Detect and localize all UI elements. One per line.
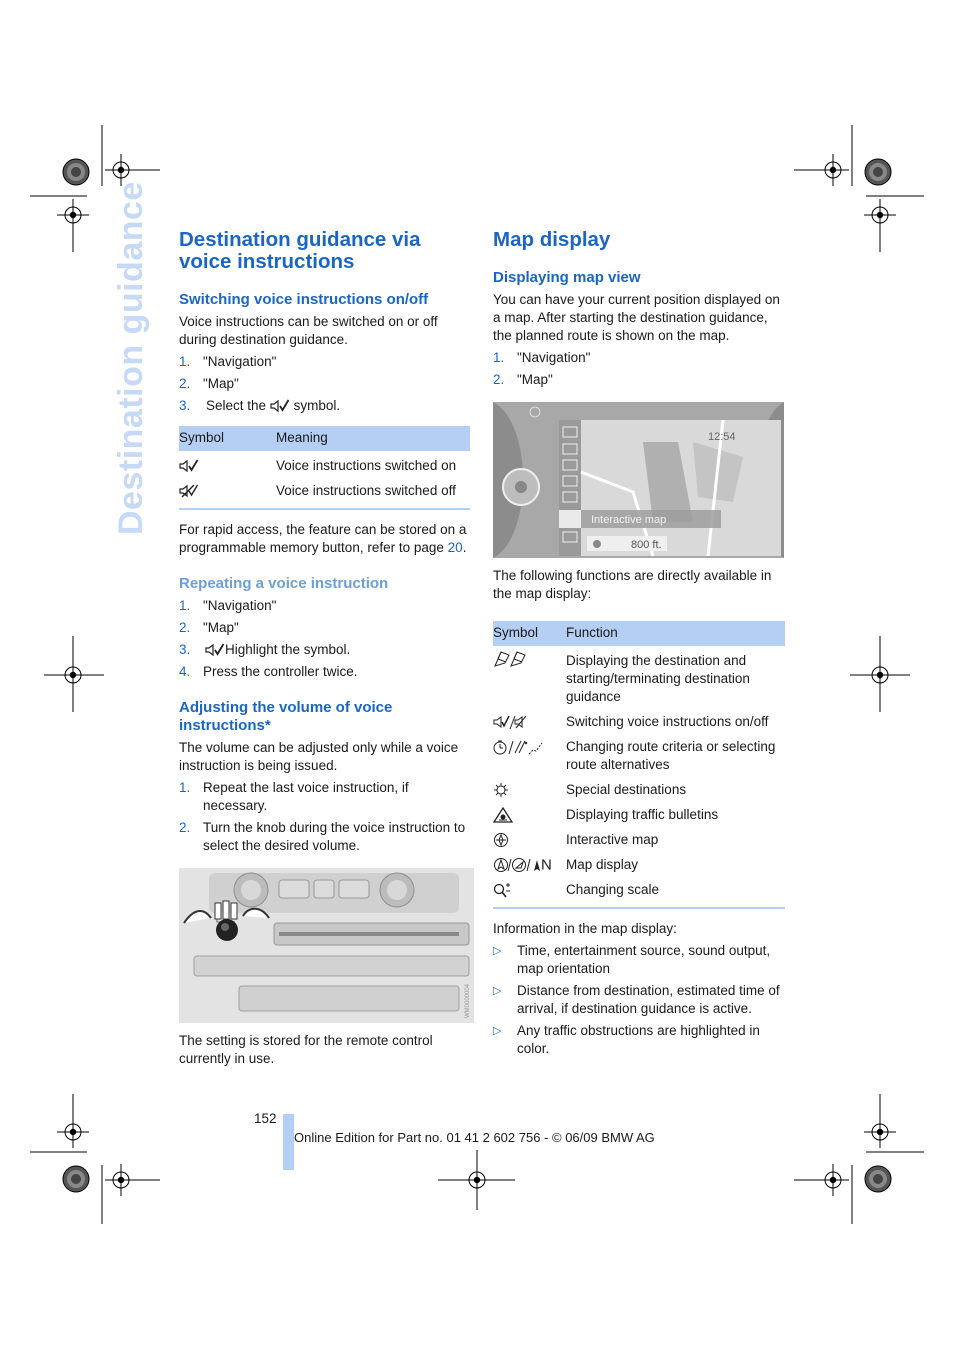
repeating-steps [179,597,470,681]
edition-line: Online Edition for Part no. 01 41 2 602 756 - © 06/09 BMW AG [294,1130,655,1145]
list-item: ▷ Distance from destination, estimated time of arrival, if destination guidance is active. [493,983,780,1017]
list-item: ▷ Any traffic obstructions are highlighted in color. [493,1023,760,1057]
screen-scale: 800 ft. [631,539,662,551]
footer-accent-bar [283,1114,294,1170]
repeating-heading: Repeating a voice instruction [179,575,389,592]
scale-icon [493,883,511,899]
table-row [493,878,785,908]
table-row [493,778,785,803]
switching-steps [179,353,470,415]
table-row [493,828,785,853]
list-item: 2. "Map" [493,372,553,387]
voice-on-icon [179,459,199,473]
right-title: Map display [493,228,611,251]
adjusting-steps [179,779,470,855]
triangle-bullet-icon: ▷ [493,1025,502,1038]
table-header-row [179,426,470,451]
map-orientation-icon [493,857,541,873]
side-title-text: Destination guidance [112,181,150,535]
list-item: 1. "Navigation" [179,598,277,613]
voice-off-icon [179,484,199,498]
adjusting-volume-intro: The volume can be adjusted only while a voice instruction is being issued. [179,740,459,773]
table-row [493,735,785,778]
list-item: 2. Turn the knob during the voice instruction to select the desired volume. [179,820,466,853]
side-section-title [112,181,156,535]
voice-toggle-icon [493,714,527,730]
table-row [179,451,470,479]
table-cell: Map display [566,857,639,872]
table-row [493,646,785,710]
list-item: 4. Press the controller twice. [179,664,358,679]
displaying-map-heading: Displaying map view [493,269,641,286]
voice-symbol-table [179,426,470,510]
table-header: Meaning [276,426,470,451]
table-cell: Interactive map [566,832,659,847]
table-header: Symbol [493,621,566,646]
map-screen-image [493,402,784,558]
functions-intro: The following functions are directly available in the map display: [493,568,772,601]
list-item: ▷ Time, entertainment source, sound output, map orientation [493,943,771,977]
page-link[interactable]: 20 [447,540,463,555]
interactive-map-icon [493,832,509,848]
special-destinations-icon [493,782,509,798]
table-row [179,479,470,509]
displaying-map-intro: You can have your current position displayed on a map. After starting the destination guidance, the planned route is shown on the map. [493,292,780,343]
north-symbol-text: N [541,856,552,874]
list-item: 2. "Map" [179,376,239,391]
list-item: 2. "Map" [179,620,239,635]
table-cell: Special destinations [566,782,687,797]
adjusting-volume-heading: Adjusting the volume of voice instructions* [179,699,393,734]
voice-on-icon [205,643,225,657]
switching-voice-heading: Switching voice instructions on/off [179,291,429,308]
table-header: Function [566,621,785,646]
table-cell: Displaying the destination and starting/terminating destination guidance [566,653,750,704]
triangle-bullet-icon: ▷ [493,985,502,998]
route-criteria-icon [493,739,545,755]
destination-flags-icon [493,650,527,668]
setting-stored-note: The setting is stored for the remote control currently in use. [179,1033,433,1066]
audio-console-image [179,868,474,1023]
left-column [179,229,470,1068]
map-steps [493,349,785,389]
switching-voice-intro: Voice instructions can be switched on or off during destination guidance. [179,314,438,347]
traffic-bulletins-icon [493,807,513,823]
voice-on-icon [270,399,290,413]
table-cell: Displaying traffic bulletins [566,807,719,822]
table-row [493,853,785,878]
list-item: 1. "Navigation" [179,354,277,369]
list-item: 3. Select the symbol. [179,398,341,413]
screen-time: 12:54 [708,431,736,443]
table-header: Symbol [179,426,276,451]
right-column [493,229,785,1062]
table-cell: Voice instructions switched on [276,458,457,473]
table-cell: Changing route criteria or selecting route alternatives [566,739,776,772]
list-item: 1. "Navigation" [493,350,591,365]
info-bullets [493,942,785,1058]
list-item: 3. Highlight the symbol. [179,642,351,657]
table-row [493,710,785,735]
table-header-row [493,621,785,646]
left-title: Destination guidance via voice instructions [179,228,421,273]
table-cell: Switching voice instructions on/off [566,714,769,729]
table-row [493,803,785,828]
table-cell: Changing scale [566,882,660,898]
triangle-bullet-icon: ▷ [493,945,502,958]
image-code: WM0000004 [465,983,471,1018]
map-symbol-table [493,621,785,909]
info-heading: Information in the map display: [493,921,677,937]
page-number: 152 [254,1111,277,1126]
table-cell: Voice instructions switched off [276,483,456,498]
screen-label: Interactive map [591,514,667,526]
list-item: 1. Repeat the last voice instruction, if necessary. [179,780,409,813]
rapid-access-note: For rapid access, the feature can be stored on a programmable memory button, refer to page 20. [179,522,467,555]
